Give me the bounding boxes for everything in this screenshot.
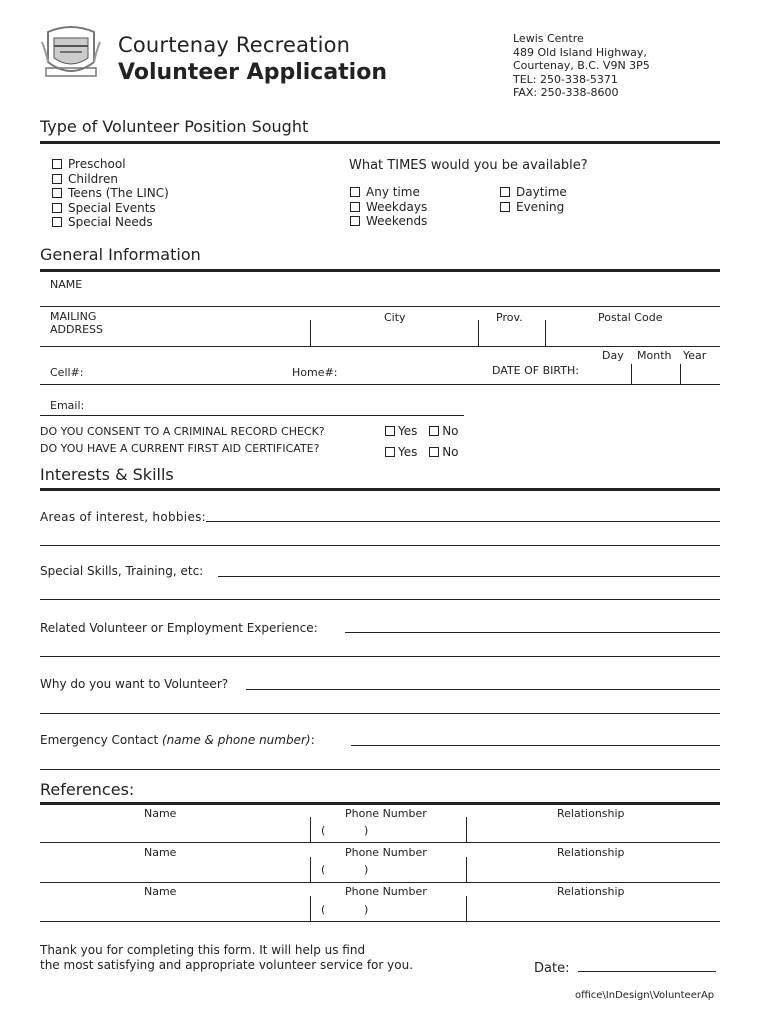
checkbox[interactable] — [52, 217, 62, 227]
checkbox[interactable] — [385, 426, 395, 436]
paren-open: ( — [321, 903, 326, 916]
criminal-check-options — [385, 424, 459, 438]
reference-relationship-label: Relationship — [557, 846, 625, 859]
no-option[interactable]: No — [429, 445, 458, 459]
dob-label: DATE OF BIRTH: — [492, 364, 579, 377]
experience-field[interactable] — [345, 632, 720, 633]
yes-option[interactable]: Yes — [385, 445, 417, 459]
checkbox[interactable] — [52, 174, 62, 184]
postal-code-label: Postal Code — [598, 311, 663, 324]
special-skills-field-2[interactable] — [40, 599, 720, 600]
emergency-contact-field-2[interactable] — [40, 769, 720, 770]
cell-label: Cell#: — [50, 366, 84, 379]
name-label: NAME — [50, 278, 83, 291]
position-options — [52, 157, 169, 230]
checkbox[interactable] — [429, 426, 439, 436]
criminal-check-question: DO YOU CONSENT TO A CRIMINAL RECORD CHECK? — [40, 425, 325, 438]
checkbox[interactable] — [52, 203, 62, 213]
prov-label: Prov. — [496, 311, 523, 324]
reference-name-label: Name — [144, 807, 177, 820]
address-line: Courtenay, B.C. V9N 3P5 — [513, 59, 650, 72]
dob-day-label: Day — [602, 349, 624, 362]
reference-1-field[interactable] — [40, 842, 720, 843]
time-option-evening[interactable]: Evening — [500, 200, 567, 215]
checkbox[interactable] — [350, 202, 360, 212]
reference-3-field[interactable] — [40, 921, 720, 922]
field-divider — [310, 320, 311, 346]
reference-2-field[interactable] — [40, 882, 720, 883]
no-option[interactable]: No — [429, 424, 458, 438]
position-option-special-events[interactable]: Special Events — [52, 201, 169, 216]
address-label: ADDRESS — [50, 323, 104, 336]
position-option-preschool[interactable]: Preschool — [52, 157, 169, 172]
field-divider — [680, 364, 681, 384]
mailing-label: MAILING — [50, 310, 97, 323]
checkbox[interactable] — [500, 187, 510, 197]
file-path: office\InDesign\VolunteerAp — [575, 990, 715, 1001]
header-title-line2: Volunteer Application — [118, 60, 387, 85]
times-options-col2 — [500, 185, 567, 214]
areas-of-interest-label: Areas of interest, hobbies: — [40, 510, 207, 524]
times-options-col1 — [350, 185, 427, 229]
reference-phone-label: Phone Number — [345, 885, 427, 898]
first-aid-options — [385, 445, 459, 459]
checkbox[interactable] — [385, 447, 395, 457]
emergency-contact-label: Emergency Contact (name & phone number): — [40, 733, 315, 747]
address-line: TEL: 250-338-5371 — [513, 72, 618, 86]
paren-close: ) — [364, 824, 369, 837]
experience-field-2[interactable] — [40, 656, 720, 657]
yes-option[interactable]: Yes — [385, 424, 417, 438]
thank-you-line1: Thank you for completing this form. It will help us find — [40, 943, 366, 957]
section-heading-references: References: — [40, 780, 135, 799]
section-heading-position: Type of Volunteer Position Sought — [40, 117, 309, 136]
checkbox[interactable] — [350, 187, 360, 197]
paren-close: ) — [364, 903, 369, 916]
phone-dob-field[interactable] — [40, 384, 720, 385]
section-divider — [40, 802, 720, 805]
address-line: Lewis Centre — [513, 32, 584, 45]
time-option-weekends[interactable]: Weekends — [350, 214, 427, 229]
why-volunteer-field[interactable] — [246, 689, 720, 690]
position-option-children[interactable]: Children — [52, 172, 169, 187]
header-address — [513, 32, 650, 100]
dob-month-label: Month — [637, 349, 672, 362]
time-option-daytime[interactable]: Daytime — [500, 185, 567, 200]
section-heading-interests: Interests & Skills — [40, 465, 174, 484]
field-divider — [466, 817, 467, 842]
field-divider — [466, 857, 467, 882]
reference-name-label: Name — [144, 885, 177, 898]
reference-phone-label: Phone Number — [345, 846, 427, 859]
position-option-teens[interactable]: Teens (The LINC) — [52, 186, 169, 201]
email-field[interactable] — [40, 415, 464, 416]
address-field[interactable] — [40, 346, 720, 347]
first-aid-question: DO YOU HAVE A CURRENT FIRST AID CERTIFICATE? — [40, 442, 320, 455]
checkbox[interactable] — [350, 216, 360, 226]
why-volunteer-label: Why do you want to Volunteer? — [40, 677, 229, 691]
thank-you-line2: the most satisfying and appropriate volunteer service for you. — [40, 958, 414, 972]
field-divider — [478, 320, 479, 346]
position-option-special-needs[interactable]: Special Needs — [52, 215, 169, 230]
field-divider — [545, 320, 546, 346]
section-divider — [40, 488, 720, 491]
city-crest-logo — [40, 22, 102, 82]
areas-of-interest-field-2[interactable] — [40, 545, 720, 546]
checkbox[interactable] — [52, 159, 62, 169]
email-label: Email: — [50, 399, 85, 412]
field-divider — [310, 817, 311, 842]
times-question: What TIMES would you be available? — [349, 158, 588, 173]
field-divider — [310, 896, 311, 921]
date-field[interactable] — [578, 971, 716, 972]
special-skills-label: Special Skills, Training, etc: — [40, 564, 204, 578]
checkbox[interactable] — [500, 202, 510, 212]
reference-relationship-label: Relationship — [557, 885, 625, 898]
time-option-any-time[interactable]: Any time — [350, 185, 427, 200]
dob-year-label: Year — [683, 349, 707, 362]
paren-open: ( — [321, 824, 326, 837]
checkbox[interactable] — [52, 188, 62, 198]
section-divider — [40, 141, 720, 144]
field-divider — [631, 364, 632, 384]
areas-of-interest-field[interactable] — [206, 521, 720, 522]
checkbox[interactable] — [429, 447, 439, 457]
date-label: Date: — [534, 961, 570, 976]
address-line: FAX: 250-338-8600 — [513, 86, 619, 99]
time-option-weekdays[interactable]: Weekdays — [350, 200, 427, 215]
section-heading-general: General Information — [40, 245, 201, 264]
special-skills-field[interactable] — [218, 576, 720, 577]
reference-phone-label: Phone Number — [345, 807, 427, 820]
home-label: Home#: — [292, 366, 338, 379]
emergency-contact-field[interactable] — [351, 745, 720, 746]
why-volunteer-field-2[interactable] — [40, 713, 720, 714]
address-line: 489 Old Island Highway, — [513, 45, 647, 59]
field-divider — [466, 896, 467, 921]
reference-relationship-label: Relationship — [557, 807, 625, 820]
paren-open: ( — [321, 863, 326, 876]
field-divider — [310, 857, 311, 882]
city-label: City — [384, 311, 406, 324]
section-divider — [40, 269, 720, 272]
experience-label: Related Volunteer or Employment Experience: — [40, 621, 318, 635]
reference-name-label: Name — [144, 846, 177, 859]
paren-close: ) — [364, 863, 369, 876]
header-title-line1: Courtenay Recreation — [118, 33, 351, 57]
name-field[interactable] — [40, 306, 720, 307]
